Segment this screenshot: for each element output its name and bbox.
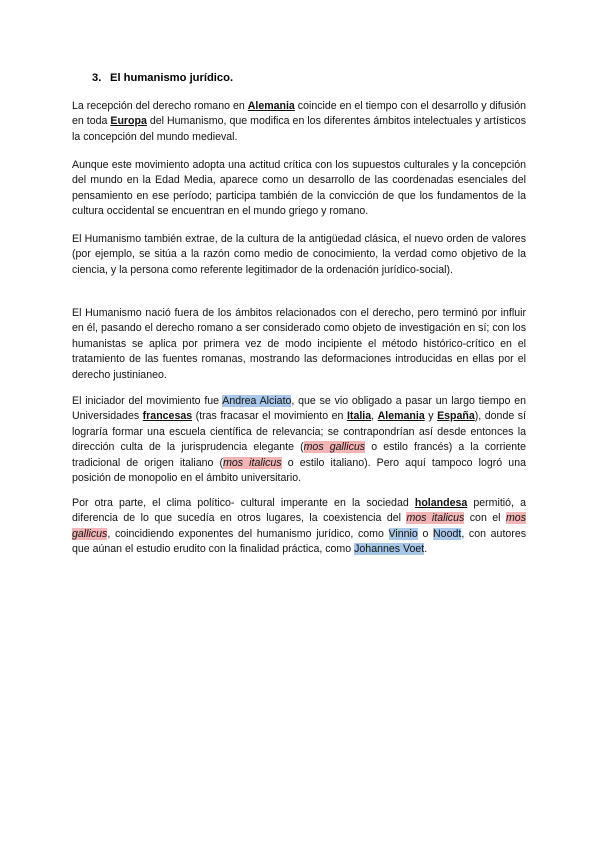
- keyword-holandesa: holandesa: [414, 497, 468, 509]
- text-run: , que se vio obligado a pasar un largo tiempo en Universidades: [72, 395, 527, 423]
- paragraph-2: [72, 158, 526, 220]
- text-run: El Humanismo también extrae, de la cultura de la antigüedad clásica, el nuevo orden de valores (por ejemplo, se sitúa a la razón como medio de conocimiento, la verdad como objetivo de la ciencia, y la persona como referente legitimador de la ordenación jurídico-social).: [72, 233, 526, 276]
- highlight-voet: Johannes Voet: [354, 543, 425, 556]
- text-run: El iniciador del movimiento fue: [72, 395, 223, 407]
- text-run: y: [424, 410, 438, 423]
- text-run: Aunque este movimiento adopta una actitud crítica con los supuestos culturales y la concepción del mundo en la Edad Media, aparece como un desarrollo de las coordenadas esenciales del pensamiento en ese período; participa también de la convicción de que los fundamentos de la cultura occidental se encuentran en el mundo griego y romano.: [72, 159, 526, 218]
- keyword-italia: Italia: [346, 410, 372, 423]
- highlight-mos-italicus: mos italicus: [223, 456, 282, 469]
- keyword-francesas: francesas: [142, 410, 193, 423]
- text-run: con el: [464, 512, 506, 525]
- text-run: Por otra parte, el clima político- cultural imperante en la sociedad: [72, 497, 415, 509]
- keyword-espana: España: [437, 410, 475, 423]
- keyword-alemania: Alemania: [377, 410, 425, 423]
- section-title: El humanismo jurídico.: [110, 72, 234, 84]
- highlight-alciato: Andrea Alciato: [222, 395, 292, 407]
- keyword-alemania: Alemania: [247, 100, 295, 112]
- text-run: La recepción del derecho romano en: [72, 100, 248, 112]
- text-run: o: [417, 527, 434, 540]
- text-run: o estilo italiano). Pero aquí tampoco logró una posición de monopolio en el ámbito universitario.: [72, 456, 526, 485]
- text-run: , con autores que aúnan el estudio erudito con la finalidad práctica, como: [72, 527, 527, 556]
- text-run: ), donde sí lograría formar una escuela científica de relevancia; se contrapondrían así desde entonces la dirección culta de la jurisprudencia elegante (: [72, 410, 526, 454]
- paragraph-4: [72, 306, 526, 383]
- highlight-mos-gallicus: mos gallicus: [303, 441, 366, 454]
- text-run: o estilo francés) a la corriente tradicional de origen italiano (: [72, 441, 526, 469]
- keyword-europa: Europa: [110, 115, 147, 128]
- text-run: permitió, a diferencia de lo que sucedía en otros lugares, la coexistencia del: [72, 497, 526, 525]
- text-run: del Humanismo, que modifica en los diferentes ámbitos intelectuales y artísticos la concepción del mundo medieval.: [72, 115, 526, 143]
- text-run: , coincidiendo exponentes del humanismo jurídico, como: [107, 527, 389, 540]
- highlight-vinnio: Vinnio: [388, 527, 418, 540]
- highlight-mos-gallicus: mos gallicus: [72, 512, 526, 540]
- paragraph-1: [72, 99, 526, 145]
- highlight-noodt: Noodt: [433, 527, 462, 540]
- paragraph-5: [72, 394, 526, 486]
- text-run: El Humanismo nació fuera de los ámbitos relacionados con el derecho, pero terminó por influir en él, pasando el derecho romano a ser considerado como objeto de investigación en sí; con los humanistas se aplica por primera vez de modo incipiente el método histórico-crítico en el tratamiento de las fuentes romanas, mostrando las deformaciones introducidas en ellas por el derecho justinianeo.: [72, 307, 526, 381]
- section-heading: [92, 72, 233, 84]
- text-run: ,: [371, 410, 378, 423]
- paragraph-3: [72, 232, 526, 278]
- text-run: (tras fracasar el movimiento en: [192, 410, 347, 423]
- highlight-mos-italicus: mos italicus: [406, 512, 465, 525]
- section-number: 3.: [92, 72, 102, 84]
- paragraph-6: [72, 496, 526, 558]
- text-run: .: [424, 543, 428, 556]
- text-run: coincide en el tiempo con el desarrollo y difusión en toda: [72, 100, 526, 128]
